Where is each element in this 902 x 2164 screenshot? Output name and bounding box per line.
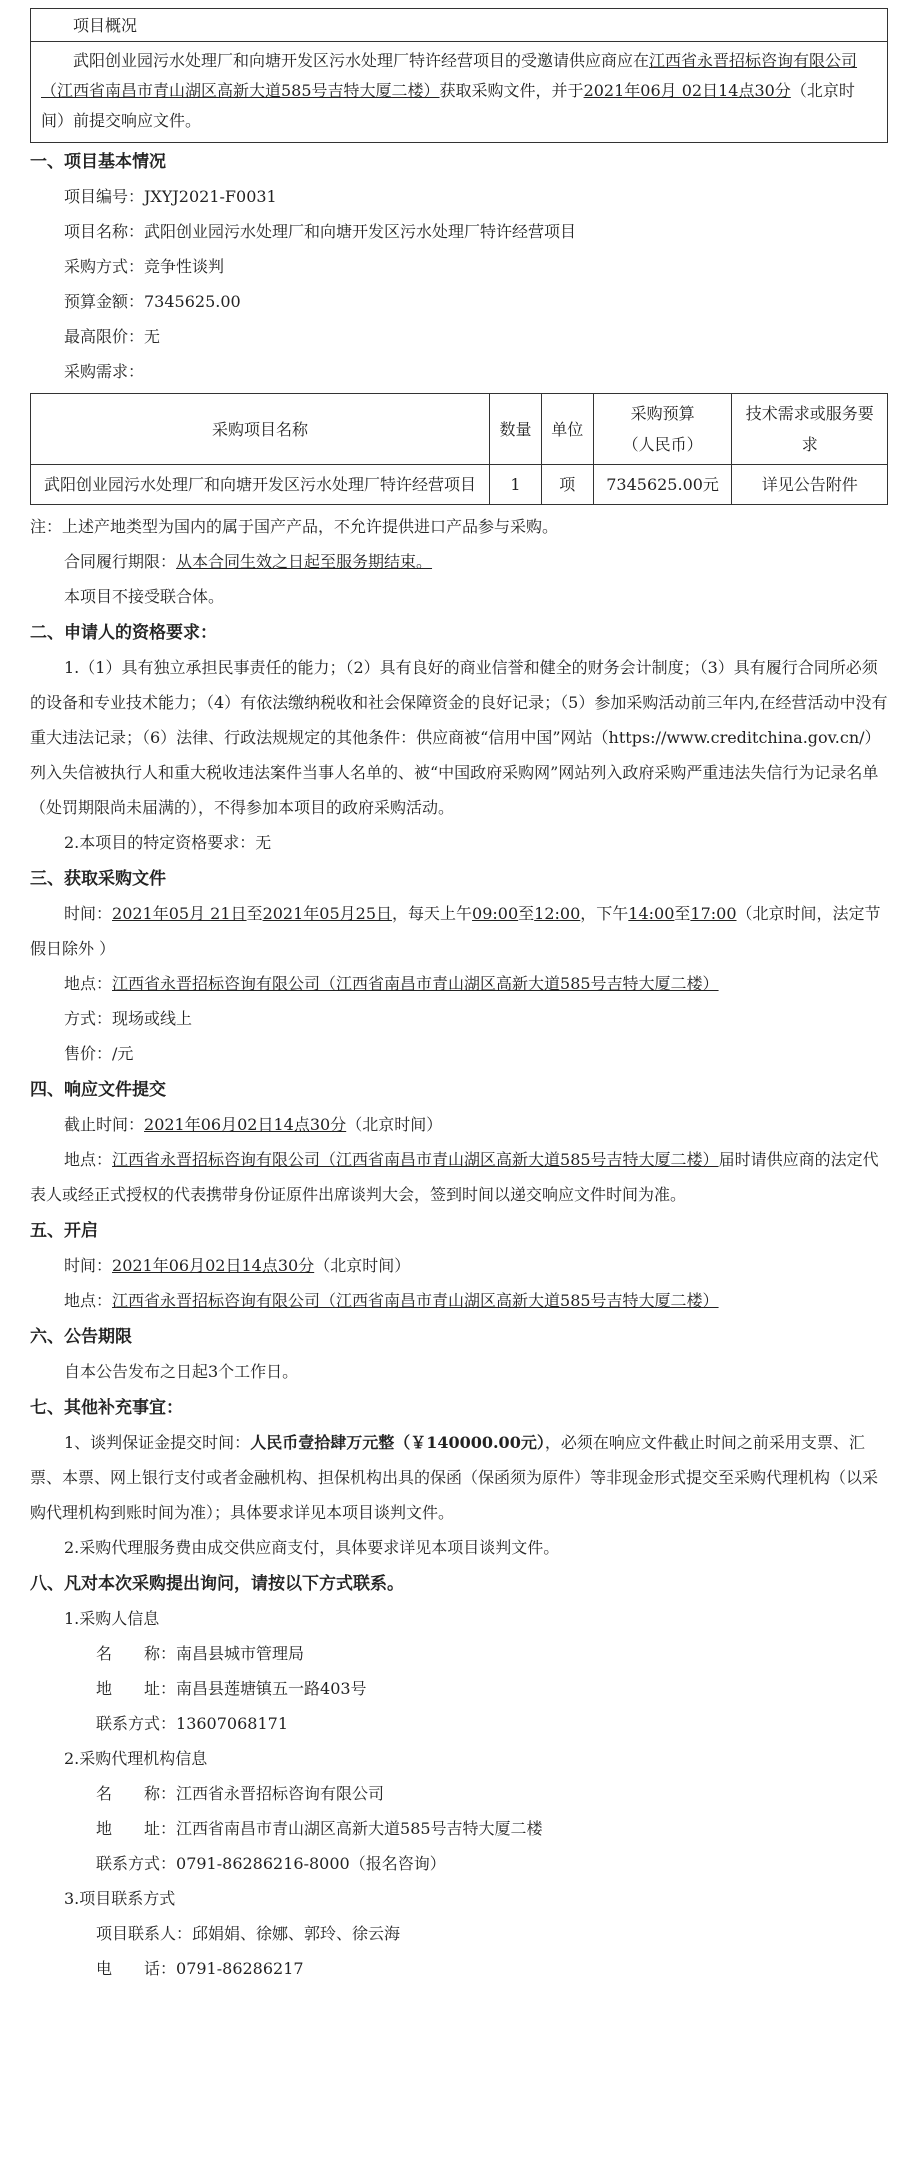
project-name: 项目名称：武阳创业园污水处理厂和向塘开发区污水处理厂特许经营项目 [64, 222, 577, 241]
section-5-heading: 五、开启 [30, 1221, 98, 1241]
notice-period: 自本公告发布之日起3个工作日。 [64, 1362, 299, 1381]
row-name: 武阳创业园污水处理厂和向塘开发区污水处理厂特许经营项目 [31, 465, 490, 505]
origin-note: 注：上述产地类型为国内的属于国产产品，不允许提供进口产品参与采购。 [30, 517, 559, 536]
acquire-time: 时间：2021年05月 21日至2021年05月25日，每天上午09:00至12:00，下午14:00至17:00（北京时间，法定节假日除外 ） [30, 904, 881, 958]
requirements-table [30, 393, 888, 505]
project-contact-title: 3.项目联系方式 [64, 1889, 176, 1908]
agency-info-title: 2.采购代理机构信息 [64, 1749, 208, 1768]
budget-amount: 预算金额：7345625.00 [64, 292, 241, 311]
header-tech: 技术需求或服务要求 [732, 394, 888, 465]
acquire-price: 售价：/元 [64, 1044, 134, 1063]
header-name: 采购项目名称 [31, 394, 490, 465]
header-unit: 单位 [541, 394, 593, 465]
submit-deadline: 截止时间：2021年06月02日14点30分（北京时间） [64, 1115, 443, 1134]
section-3-heading: 三、获取采购文件 [30, 869, 166, 889]
header-budget: 采购预算 （人民币） [593, 394, 732, 465]
purchaser-name: 名 称：南昌县城市管理局 [96, 1644, 305, 1663]
procurement-method: 采购方式：竞争性谈判 [64, 257, 225, 276]
consortium-note: 本项目不接受联合体。 [64, 587, 225, 606]
header-qty: 数量 [490, 394, 542, 465]
table-header-row [31, 394, 888, 465]
agency-address-line: 地 址：江西省南昌市青山湖区高新大道585号吉特大厦二楼 [96, 1819, 543, 1838]
acquire-mode: 方式：现场或线上 [64, 1009, 193, 1028]
contract-period: 合同履行期限：从本合同生效之日起至服务期结束。 [64, 552, 433, 571]
open-time: 时间：2021年06月02日14点30分（北京时间） [64, 1256, 411, 1275]
overview-text-2: 获取采购文件，并于 [439, 81, 584, 100]
overview-deadline: 2021年06月 02日14点30分 [583, 81, 791, 100]
section-8-heading: 八、凡对本次采购提出询问，请按以下方式联系。 [30, 1574, 404, 1594]
acquire-place: 地点：江西省永晋招标咨询有限公司（江西省南昌市青山湖区高新大道585号吉特大厦二楼） [64, 974, 719, 993]
row-qty: 1 [490, 465, 542, 505]
overview-box [30, 41, 888, 143]
agency-address: 江西省永晋招标咨询有限公司（江西省南昌市青山湖区高新大道585号吉特大厦二楼） [41, 51, 858, 100]
agency-phone: 联系方式：0791-86286216-8000（报名咨询） [96, 1854, 446, 1873]
overview-text-3: （北京时间）前提交响应文件。 [41, 81, 855, 130]
table-row [31, 465, 888, 505]
section-7-heading: 七、其他补充事宜： [30, 1398, 183, 1418]
row-tech: 详见公告附件 [732, 465, 888, 505]
row-budget: 7345625.00元 [593, 465, 732, 505]
section-6-heading: 六、公告期限 [30, 1327, 132, 1347]
open-place: 地点：江西省永晋招标咨询有限公司（江西省南昌市青山湖区高新大道585号吉特大厦二楼） [64, 1291, 719, 1310]
qualification-item-2: 2.本项目的特定资格要求：无 [64, 833, 272, 852]
max-price: 最高限价：无 [64, 327, 161, 346]
section-4-heading: 四、响应文件提交 [30, 1080, 166, 1100]
purchaser-address: 地 址：南昌县莲塘镇五一路403号 [96, 1679, 367, 1698]
overview-title: 项目概况 [30, 8, 888, 41]
overview-text: 武阳创业园污水处理厂和向塘开发区污水处理厂特许经营项目的受邀请供应商应在 [73, 51, 650, 70]
submit-place: 地点：江西省永晋招标咨询有限公司（江西省南昌市青山湖区高新大道585号吉特大厦二楼）届时请供应商的法定代表人或经正式授权的代表携带身份证原件出席谈判大会，签到时间以递交响应文件时间为准。 [30, 1150, 879, 1204]
section-1-heading: 一、项目基本情况 [30, 152, 166, 172]
service-fee-item: 2.采购代理服务费由成交供应商支付，具体要求详见本项目谈判文件。 [64, 1538, 560, 1557]
qualification-item-1: 1.（1）具有独立承担民事责任的能力；（2）具有良好的商业信誉和健全的财务会计制度；（3）具有履行合同所必须的设备和专业技术能力；（4）有依法缴纳税收和社会保障资金的良好记录；（5）参加采购活动前三年内,在经营活动中没有重大违法记录；（6）法律、行政法规规定的其他条件：供应商被“信用中国”网站（https://www.creditchina.gov.cn/）列入失信被执行人和重大税收违法案件当事人名单的、被“中国政府采购网”网站列入政府采购严重违法失信行为记录名单（处罚期限尚未届满的），不得参加本项目的政府采购活动。 [30, 658, 888, 817]
project-contact-phone: 电 话：0791-86286217 [96, 1959, 304, 1978]
deposit-item: 1、谈判保证金提交时间：人民币壹拾肆万元整（￥140000.00元），必须在响应文件截止时间之前采用支票、汇票、本票、网上银行支付或者金融机构、担保机构出具的保函（保函须为原件）等非现金形式提交至采购代理机构（以采购代理机构到账时间为准）；具体要求详见本项目谈判文件。 [30, 1433, 879, 1522]
project-contact-person: 项目联系人：邱娟娟、徐娜、郭玲、徐云海 [96, 1924, 401, 1943]
procurement-needs: 采购需求： [64, 362, 145, 381]
project-number: 项目编号：JXYJ2021-F0031 [64, 187, 277, 206]
purchaser-phone: 联系方式：13607068171 [96, 1714, 288, 1733]
agency-name: 名 称：江西省永晋招标咨询有限公司 [96, 1784, 385, 1803]
section-2-heading: 二、申请人的资格要求： [30, 623, 217, 643]
purchaser-info-title: 1.采购人信息 [64, 1609, 160, 1628]
row-unit: 项 [541, 465, 593, 505]
